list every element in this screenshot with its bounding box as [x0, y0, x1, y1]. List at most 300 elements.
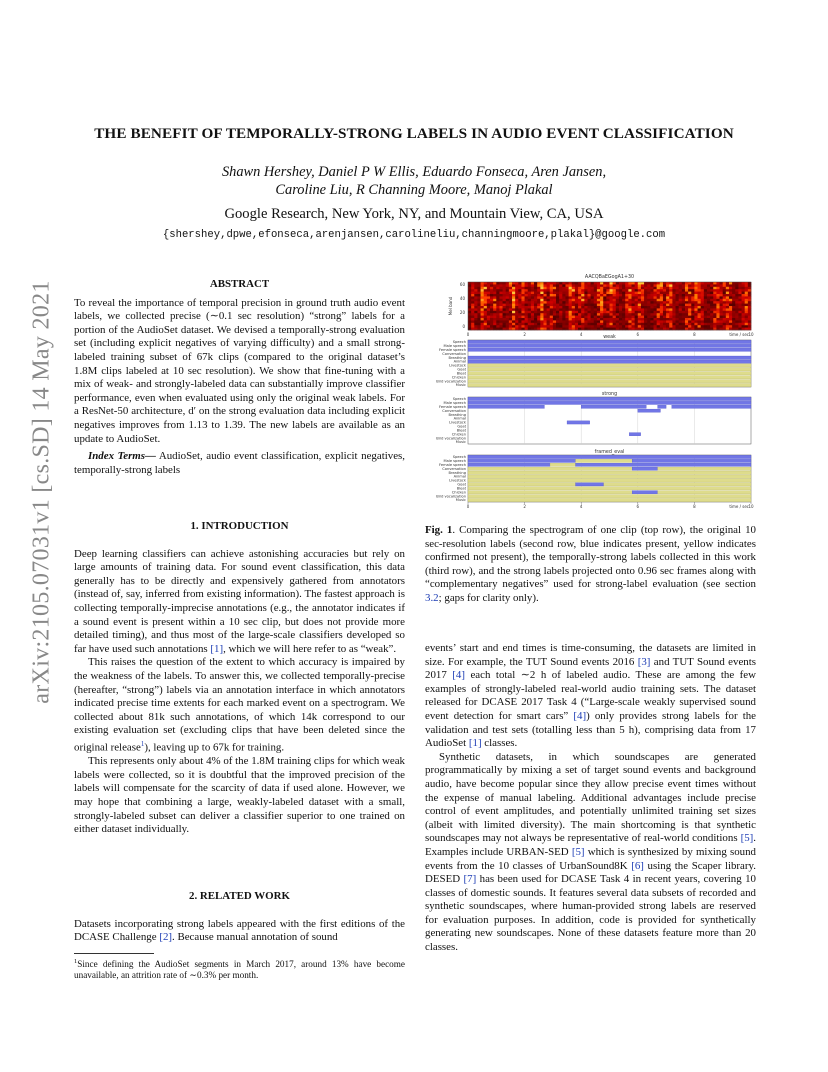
- spectrogram-cell: [547, 299, 550, 302]
- citation-link[interactable]: [4]: [573, 709, 587, 722]
- spectrogram-cell: [515, 289, 518, 292]
- spectrogram-cell: [672, 294, 675, 297]
- spectrogram-cell: [581, 320, 584, 323]
- spectrogram-cell: [622, 313, 625, 316]
- spectrogram-cell: [597, 301, 600, 304]
- spectrogram-cell: [685, 311, 688, 314]
- spectrogram-cell: [474, 287, 477, 290]
- spectrogram-cell: [543, 296, 546, 299]
- spectrogram-cell: [512, 323, 515, 326]
- spectrogram-cell: [484, 313, 487, 316]
- spectrogram-cell: [597, 294, 600, 297]
- spectrogram-cell: [603, 323, 606, 326]
- spectrogram-cell: [537, 296, 540, 299]
- spectrogram-cell: [726, 325, 729, 328]
- spectrogram-cell: [518, 284, 521, 287]
- spectrogram-cell: [575, 289, 578, 292]
- spectrogram-cell: [710, 311, 713, 314]
- spectrogram-cell: [676, 325, 679, 328]
- citation-link[interactable]: [4]: [452, 669, 465, 682]
- spectrogram-cell: [547, 304, 550, 307]
- spectrogram-cell: [723, 299, 726, 302]
- spectrogram-cell: [484, 299, 487, 302]
- spectrogram-cell: [713, 308, 716, 311]
- spectrogram-cell: [559, 289, 562, 292]
- spectrogram-cell: [635, 299, 638, 302]
- spectrogram-cell: [540, 325, 543, 328]
- spectrogram-cell: [707, 306, 710, 309]
- spectrogram-cell: [735, 308, 738, 311]
- spectrogram-cell: [628, 325, 631, 328]
- spectrogram-cell: [603, 308, 606, 311]
- spectrogram-cell: [493, 313, 496, 316]
- spectrogram-cell: [650, 299, 653, 302]
- spectrogram-cell: [738, 294, 741, 297]
- spectrogram-cell: [521, 318, 524, 321]
- spectrogram-cell: [569, 316, 572, 319]
- spectrogram-cell: [556, 325, 559, 328]
- spectrogram-cell: [503, 323, 506, 326]
- spectrogram-cell: [685, 289, 688, 292]
- spectrogram-cell: [660, 311, 663, 314]
- spectrogram-cell: [575, 318, 578, 321]
- spectrogram-cell: [729, 325, 732, 328]
- spectrogram-xtick-label: 4: [579, 332, 583, 337]
- spectrogram-cell: [682, 282, 685, 285]
- spectrogram-cell: [716, 289, 719, 292]
- spectrogram-cell: [650, 306, 653, 309]
- spectrogram-cell: [732, 316, 735, 319]
- spectrogram-cell: [565, 287, 568, 290]
- spectrogram-cell: [600, 299, 603, 302]
- spectrogram-cell: [688, 296, 691, 299]
- spectrogram-cell: [676, 294, 679, 297]
- spectrogram-cell: [628, 304, 631, 307]
- spectrogram-cell: [698, 320, 701, 323]
- spectrogram-cell: [503, 296, 506, 299]
- spectrogram-cell: [506, 320, 509, 323]
- spectrogram-cell: [632, 294, 635, 297]
- spectrogram-cell: [591, 320, 594, 323]
- spectrogram-cell: [572, 306, 575, 309]
- citation-link[interactable]: [5]: [740, 832, 754, 845]
- spectrogram-cell: [606, 294, 609, 297]
- spectrogram-cell: [587, 318, 590, 321]
- spectrogram-cell: [616, 318, 619, 321]
- spectrogram-cell: [638, 306, 641, 309]
- class-label: Livestock: [449, 420, 466, 425]
- spectrogram-cell: [603, 311, 606, 314]
- spectrogram-cell: [716, 311, 719, 314]
- spectrogram-cell: [701, 323, 704, 326]
- spectrogram-cell: [616, 299, 619, 302]
- spectrogram-time-label: time / sec: [729, 332, 749, 337]
- spectrogram-cell: [610, 282, 613, 285]
- section-ref-link[interactable]: 3.2: [425, 591, 439, 604]
- spectrogram-cell: [474, 289, 477, 292]
- spectrogram-cell: [477, 311, 480, 314]
- spectrogram-cell: [487, 318, 490, 321]
- spectrogram-cell: [477, 296, 480, 299]
- spectrogram-cell: [474, 294, 477, 297]
- spectrogram-cell: [685, 313, 688, 316]
- spectrogram-cell: [565, 311, 568, 314]
- spectrogram-cell: [641, 301, 644, 304]
- spectrogram-cell: [610, 306, 613, 309]
- spectrogram-cell: [512, 306, 515, 309]
- spectrogram-cell: [691, 284, 694, 287]
- spectrogram-cell: [493, 318, 496, 321]
- spectrogram-cell: [710, 292, 713, 295]
- spectrogram-cell: [726, 287, 729, 290]
- spectrogram-cell: [628, 287, 631, 290]
- spectrogram-cell: [682, 325, 685, 328]
- spectrogram-cell: [518, 282, 521, 285]
- spectrogram-cell: [707, 308, 710, 311]
- spectrogram-cell: [707, 287, 710, 290]
- spectrogram-cell: [518, 306, 521, 309]
- spectrogram-cell: [493, 299, 496, 302]
- spectrogram-cell: [669, 304, 672, 307]
- spectrogram-cell: [484, 294, 487, 297]
- spectrogram-cell: [474, 316, 477, 319]
- spectrogram-cell: [484, 320, 487, 323]
- spectrogram-cell: [474, 320, 477, 323]
- spectrogram-cell: [622, 292, 625, 295]
- spectrogram-cell: [713, 306, 716, 309]
- citation-link[interactable]: [1]: [468, 737, 482, 750]
- spectrogram-cell: [729, 296, 732, 299]
- spectrogram-cell: [688, 282, 691, 285]
- spectrogram-cell: [694, 292, 697, 295]
- footnote-link[interactable]: 1: [140, 739, 145, 748]
- spectrogram-cell: [559, 306, 562, 309]
- spectrogram-xtick-label: 6: [636, 332, 640, 337]
- spectrogram-cell: [650, 289, 653, 292]
- spectrogram-cell: [521, 323, 524, 326]
- spectrogram-cell: [710, 294, 713, 297]
- spectrogram-cell: [606, 320, 609, 323]
- spectrogram-cell: [610, 289, 613, 292]
- spectrogram-cell: [499, 323, 502, 326]
- spectrogram-cell: [540, 313, 543, 316]
- spectrogram-cell: [556, 294, 559, 297]
- spectrogram-cell: [632, 296, 635, 299]
- spectrogram-cell: [660, 296, 663, 299]
- spectrogram-cell: [525, 296, 528, 299]
- class-label: Bird vocalization: [436, 494, 466, 499]
- arxiv-identifier-text: arXiv:2105.07031v1 [cs.SD] 14 May 2021: [28, 280, 55, 704]
- spectrogram-cell: [534, 325, 537, 328]
- spectrogram-cell: [742, 292, 745, 295]
- spectrogram-cell: [553, 289, 556, 292]
- citation-link[interactable]: [3]: [637, 655, 651, 668]
- paper-title: THE BENEFIT OF TEMPORALLY-STRONG LABELS IN AUDIO EVENT CLASSIFICATION: [94, 125, 734, 142]
- spectrogram-cell: [685, 282, 688, 285]
- spectrogram-cell: [625, 323, 628, 326]
- spectrogram-cell: [660, 299, 663, 302]
- spectrogram-cell: [628, 296, 631, 299]
- spectrogram-cell: [515, 287, 518, 290]
- spectrogram-cell: [477, 318, 480, 321]
- spectrogram-cell: [635, 311, 638, 314]
- spectrogram-cell: [641, 304, 644, 307]
- spectrogram-cell: [490, 289, 493, 292]
- footnote-rule: [74, 953, 154, 954]
- spectrogram-cell: [562, 323, 565, 326]
- spectrogram-cell: [597, 282, 600, 285]
- spectrogram-cell: [679, 323, 682, 326]
- spectrogram-cell: [663, 282, 666, 285]
- spectrogram-cell: [685, 284, 688, 287]
- spectrogram-cell: [600, 292, 603, 295]
- spectrogram-cell: [543, 320, 546, 323]
- spectrogram-cell: [509, 304, 512, 307]
- figure-caption: [425, 524, 756, 606]
- spectrogram-cell: [632, 299, 635, 302]
- spectrogram-cell: [528, 311, 531, 314]
- spectrogram-cell: [735, 311, 738, 314]
- spectrogram-cell: [622, 296, 625, 299]
- spectrogram-cell: [745, 299, 748, 302]
- spectrogram-cell: [471, 323, 474, 326]
- affiliation: Google Research, New York, NY, and Mountain View, CA, USA: [224, 206, 604, 222]
- bottom-xtick-label: 10: [748, 504, 754, 509]
- spectrogram-cell: [613, 325, 616, 328]
- spectrogram-cell: [726, 313, 729, 316]
- citation-link[interactable]: [7]: [463, 873, 477, 886]
- spectrogram-cell: [521, 308, 524, 311]
- spectrogram-cell: [496, 306, 499, 309]
- spectrogram-cell: [723, 282, 726, 285]
- spectrogram-cell: [556, 323, 559, 326]
- spectrogram-cell: [720, 308, 723, 311]
- spectrogram-cell: [543, 304, 546, 307]
- spectrogram-cell: [474, 304, 477, 307]
- spectrogram-cell: [591, 306, 594, 309]
- spectrogram-cell: [632, 301, 635, 304]
- spectrogram-cell: [537, 313, 540, 316]
- spectrogram-cell: [509, 287, 512, 290]
- citation-link[interactable]: [6]: [631, 859, 644, 872]
- spectrogram-cell: [669, 308, 672, 311]
- spectrogram-cell: [506, 318, 509, 321]
- spectrogram-cell: [525, 308, 528, 311]
- spectrogram-cell: [471, 292, 474, 295]
- spectrogram-cell: [477, 287, 480, 290]
- spectrogram-cell: [735, 323, 738, 326]
- spectrogram-ytick-label: 40: [459, 296, 465, 301]
- spectrogram-cell: [732, 292, 735, 295]
- spectrogram-cell: [710, 287, 713, 290]
- class-label: Animal: [453, 416, 466, 421]
- spectrogram-cell: [499, 306, 502, 309]
- spectrogram-cell: [650, 284, 653, 287]
- spectrogram-cell: [641, 323, 644, 326]
- spectrogram-cell: [735, 296, 738, 299]
- spectrogram-cell: [688, 294, 691, 297]
- spectrogram-cell: [657, 282, 660, 285]
- spectrogram-cell: [632, 318, 635, 321]
- spectrogram-cell: [531, 304, 534, 307]
- spectrogram-cell: [569, 282, 572, 285]
- spectrogram-cell: [691, 323, 694, 326]
- spectrogram-cell: [641, 316, 644, 319]
- spectrogram-cell: [723, 284, 726, 287]
- spectrogram-cell: [575, 294, 578, 297]
- spectrogram-cell: [569, 301, 572, 304]
- spectrogram-cell: [540, 308, 543, 311]
- spectrogram-cell: [729, 284, 732, 287]
- spectrogram-cell: [559, 313, 562, 316]
- spectrogram-cell: [691, 320, 694, 323]
- spectrogram-cell: [698, 308, 701, 311]
- spectrogram-cell: [578, 296, 581, 299]
- class-label: Conversation: [442, 466, 466, 471]
- spectrogram-cell: [484, 301, 487, 304]
- spectrogram-cell: [704, 301, 707, 304]
- spectrogram-cell: [613, 292, 616, 295]
- spectrogram-cell: [622, 308, 625, 311]
- spectrogram-cell: [701, 289, 704, 292]
- spectrogram-cell: [682, 311, 685, 314]
- spectrogram-cell: [641, 313, 644, 316]
- spectrogram-cell: [729, 292, 732, 295]
- spectrogram-cell: [540, 282, 543, 285]
- spectrogram-cell: [534, 311, 537, 314]
- spectrogram-cell: [490, 320, 493, 323]
- spectrogram-cell: [738, 287, 741, 290]
- spectrogram-cell: [720, 313, 723, 316]
- spectrogram-cell: [647, 323, 650, 326]
- spectrogram-cell: [669, 296, 672, 299]
- class-label: Bleat: [456, 371, 466, 376]
- spectrogram-cell: [550, 308, 553, 311]
- spectrogram-cell: [738, 282, 741, 285]
- bottom-xtick-label: 2: [523, 504, 526, 509]
- spectrogram-cell: [569, 294, 572, 297]
- spectrogram-cell: [735, 289, 738, 292]
- spectrogram-cell: [676, 292, 679, 295]
- spectrogram-cell: [701, 282, 704, 285]
- spectrogram-cell: [487, 313, 490, 316]
- spectrogram-cell: [701, 299, 704, 302]
- spectrogram-cell: [553, 301, 556, 304]
- spectrogram-cell: [512, 289, 515, 292]
- spectrogram-cell: [625, 289, 628, 292]
- spectrogram-cell: [587, 308, 590, 311]
- spectrogram-cell: [625, 306, 628, 309]
- spectrogram-cell: [528, 301, 531, 304]
- spectrogram-cell: [481, 308, 484, 311]
- spectrogram-cell: [729, 306, 732, 309]
- spectrogram-cell: [672, 282, 675, 285]
- spectrogram-cell: [701, 294, 704, 297]
- spectrogram-cell: [496, 325, 499, 328]
- spectrogram-cell: [616, 306, 619, 309]
- spectrogram-cell: [518, 313, 521, 316]
- spectrogram-cell: [481, 318, 484, 321]
- spectrogram-cell: [729, 313, 732, 316]
- spectrogram-cell: [490, 292, 493, 295]
- spectrogram-cell: [471, 313, 474, 316]
- spectrogram-cell: [565, 316, 568, 319]
- spectrogram-cell: [632, 323, 635, 326]
- caption-text: . Comparing the spectrogram of one clip (top row), the original 10 sec-resolution labels (second row, blue indicates present, yellow indicates confirmed not present), the temporally-strong labels collected in this work (third row), and the strong labels projected onto 0.96 sec frames along with “complementary negatives” used for strong-label evaluation (see section: [425, 524, 756, 591]
- citation-link[interactable]: [5]: [571, 845, 585, 858]
- spectrogram-cell: [654, 284, 657, 287]
- spectrogram-cell: [613, 308, 616, 311]
- spectrogram-cell: [616, 284, 619, 287]
- spectrogram-cell: [493, 287, 496, 290]
- spectrogram-cell: [632, 316, 635, 319]
- spectrogram-cell: [512, 287, 515, 290]
- spectrogram-cell: [628, 294, 631, 297]
- spectrogram-cell: [587, 284, 590, 287]
- spectrogram-cell: [587, 325, 590, 328]
- spectrogram-cell: [515, 308, 518, 311]
- footnote-mark: 1: [74, 958, 78, 965]
- spectrogram-cell: [723, 320, 726, 323]
- spectrogram-cell: [666, 296, 669, 299]
- spectrogram-cell: [471, 308, 474, 311]
- right-p1-text: events’ start and end times is time-consuming, the datasets are limited in size. For example, the TUT Sound events 2016: [425, 642, 756, 668]
- spectrogram-cell: [597, 306, 600, 309]
- spectrogram-cell: [672, 313, 675, 316]
- spectrogram-cell: [525, 320, 528, 323]
- spectrogram-cell: [685, 323, 688, 326]
- spectrogram-cell: [682, 306, 685, 309]
- spectrogram-cell: [525, 289, 528, 292]
- spectrogram-cell: [619, 299, 622, 302]
- citation-link[interactable]: [1]: [210, 642, 224, 655]
- spectrogram-cell: [666, 306, 669, 309]
- spectrogram-cell: [732, 306, 735, 309]
- spectrogram-cell: [628, 313, 631, 316]
- spectrogram-cell: [506, 287, 509, 290]
- spectrogram-cell: [572, 299, 575, 302]
- spectrogram-cell: [540, 299, 543, 302]
- spectrogram-cell: [547, 296, 550, 299]
- spectrogram-cell: [657, 304, 660, 307]
- label-segment: [468, 475, 751, 478]
- spectrogram-cell: [578, 299, 581, 302]
- label-segment: [468, 344, 751, 347]
- spectrogram-cell: [493, 308, 496, 311]
- spectrogram-cell: [581, 287, 584, 290]
- spectrogram-cell: [732, 296, 735, 299]
- spectrogram-cell: [691, 289, 694, 292]
- spectrogram-cell: [584, 316, 587, 319]
- spectrogram-cell: [547, 282, 550, 285]
- spectrogram-cell: [572, 318, 575, 321]
- citation-link[interactable]: [2]: [159, 931, 173, 944]
- spectrogram-cell: [742, 318, 745, 321]
- spectrogram-cell: [506, 284, 509, 287]
- spectrogram-cell: [471, 316, 474, 319]
- spectrogram-cell: [499, 296, 502, 299]
- spectrogram-cell: [471, 320, 474, 323]
- spectrogram-cell: [628, 289, 631, 292]
- spectrogram-cell: [587, 313, 590, 316]
- spectrogram-cell: [716, 294, 719, 297]
- spectrogram-cell: [613, 304, 616, 307]
- spectrogram-cell: [600, 311, 603, 314]
- spectrogram-cell: [707, 323, 710, 326]
- spectrogram-cell: [600, 294, 603, 297]
- spectrogram-cell: [632, 292, 635, 295]
- spectrogram-cell: [487, 325, 490, 328]
